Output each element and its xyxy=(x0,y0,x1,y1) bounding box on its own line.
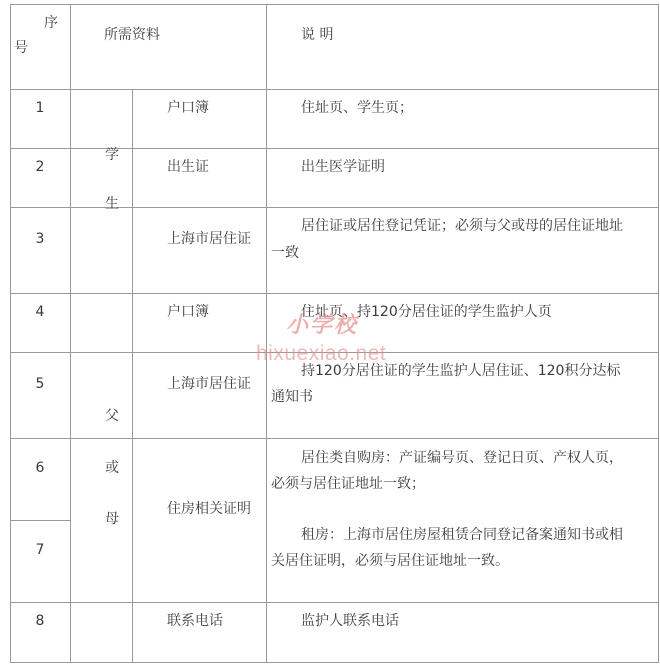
row-note-line: 居住证或居住登记凭证；必须与父或母的居住证地址 xyxy=(301,218,623,234)
group-char: 母 xyxy=(105,511,119,527)
row-number: 3 xyxy=(35,231,45,247)
row-number: 6 xyxy=(35,460,45,476)
group-label-student xyxy=(102,145,122,214)
row-item: 户口簿 xyxy=(167,304,209,320)
group-label-parent xyxy=(102,406,122,529)
table-border-right xyxy=(658,4,659,663)
row-item: 住房相关证明 xyxy=(167,501,251,517)
header-seq-bottom: 号 xyxy=(14,40,28,56)
row-divider xyxy=(132,438,658,439)
row-item: 上海市居住证 xyxy=(167,231,251,247)
row-note-line: 持120分居住证的学生监护人居住证、120积分达标 xyxy=(301,363,621,379)
column-divider xyxy=(70,4,71,663)
group-char: 或 xyxy=(105,460,119,476)
header-seq-top: 序 xyxy=(44,15,58,31)
row-number: 8 xyxy=(35,613,45,629)
row-divider xyxy=(10,602,132,603)
row-note: 出生医学证明 xyxy=(301,159,385,175)
row-divider xyxy=(10,352,132,353)
row-item: 出生证 xyxy=(167,159,209,175)
row-note-line: 一致 xyxy=(271,245,299,261)
row-item: 户口簿 xyxy=(167,100,209,116)
row-number: 7 xyxy=(35,542,45,558)
row-note: 住址页、学生页； xyxy=(301,100,413,116)
row-note-line: 居住类自购房：产证编号页、登记日页、产权人页， xyxy=(301,450,623,466)
table-border-top xyxy=(10,4,658,5)
row-item: 上海市居住证 xyxy=(167,376,251,392)
row-note-line: 通知书 xyxy=(271,389,313,405)
row-divider xyxy=(10,89,658,90)
row-divider xyxy=(132,352,658,353)
row-note: 监护人联系电话 xyxy=(301,613,399,629)
row-divider xyxy=(10,293,658,294)
row-divider xyxy=(132,148,658,149)
row-divider xyxy=(10,520,70,521)
table-border-bottom xyxy=(10,662,658,663)
row-note-line: 租房：上海市居住房屋租赁合同登记备案通知书或相 xyxy=(301,527,623,543)
header-materials: 所需资料 xyxy=(104,27,160,43)
row-number: 1 xyxy=(35,100,45,116)
watermark-url: hixuexiao.net xyxy=(256,342,387,365)
watermark-logo: 小学校 xyxy=(286,312,359,338)
group-char: 父 xyxy=(105,408,119,424)
row-note-line: 关居住证明，必须与居住证地址一致。 xyxy=(271,553,509,569)
row-note-line: 必须与居住证地址一致； xyxy=(271,476,425,492)
row-number: 5 xyxy=(35,376,45,392)
row-number: 4 xyxy=(35,304,45,320)
row-divider xyxy=(132,207,658,208)
row-note: 住址页、持120分居住证的学生监护人页 xyxy=(301,304,552,320)
column-divider xyxy=(266,4,267,663)
row-item: 联系电话 xyxy=(167,613,223,629)
group-char: 学 xyxy=(105,147,119,163)
header-notes: 说 明 xyxy=(301,27,334,43)
row-divider xyxy=(132,602,658,603)
row-number: 2 xyxy=(35,159,45,175)
column-divider xyxy=(132,89,133,663)
group-char: 生 xyxy=(105,196,119,212)
